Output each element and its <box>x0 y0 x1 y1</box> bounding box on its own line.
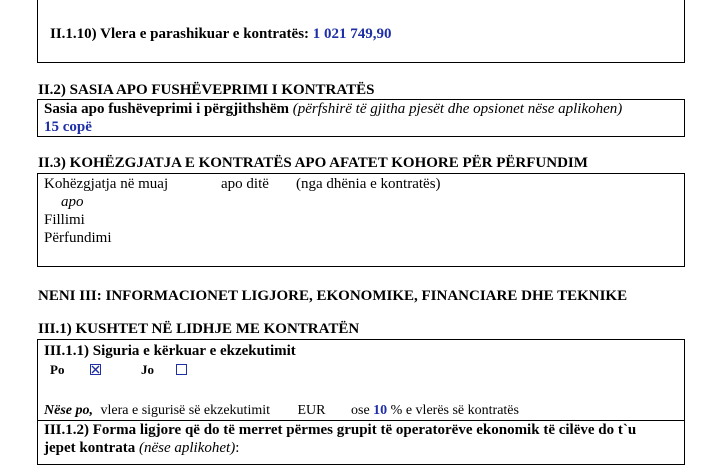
contract-value: 1 021 749,90 <box>312 26 392 42</box>
start-label: Fillimi <box>44 212 85 228</box>
duration-heading: II.3) KOHËZGJATJA E KONTRATËS APO AFATET KOHORE PËR PËRFUNDIM <box>38 155 588 171</box>
guarantee-value-label: vlera e sigurisë së ekzekutimit <box>100 403 270 418</box>
quantity-label-italic: (përfshirë të gjitha pjesët dhe opsionet nëse aplikohen) <box>292 101 623 117</box>
article-iii-heading: NENI III: INFORMACIONET LIGJORE, EKONOMIKE, FINANCIARE DHE TEKNIKE <box>38 288 628 304</box>
jo-label: Jo <box>141 362 154 377</box>
end-label: Përfundimi <box>44 230 112 246</box>
legal-form-awarded-label: jepet kontrata <box>44 440 136 456</box>
quantity-label <box>44 101 622 118</box>
jo-checkbox[interactable] <box>176 364 187 375</box>
guarantee-percent-value: 10 <box>373 403 388 418</box>
percent-suffix: % e vlerës së kontratës <box>390 403 519 418</box>
currency-label: EUR <box>297 403 326 418</box>
contract-value-row <box>50 26 392 43</box>
legal-form-colon: : <box>235 440 240 456</box>
duration-or-label: apo <box>61 194 84 210</box>
contract-value-label: II.1.10) Vlera e parashikuar e kontratës: <box>50 26 310 42</box>
po-checkbox[interactable] <box>90 364 101 375</box>
contract-conditions-heading: III.1) KUSHTET NË LIDHJE ME KONTRATËN <box>38 321 360 337</box>
duration-months-label: Kohëzgjatja në muaj <box>44 176 169 192</box>
duration-days-label: apo ditë <box>221 176 269 192</box>
quantity-box <box>37 99 685 137</box>
checked-x-icon <box>91 365 102 376</box>
quantity-heading: II.2) SASIA APO FUSHËVEPRIMI I KONTRATËS <box>38 82 375 98</box>
duration-from-award-label: (nga dhënia e kontratës) <box>296 176 441 192</box>
if-yes-label: Nëse po, <box>44 403 93 418</box>
legal-form-title-line1: III.1.2) Forma ligjore që do të merret përmes grupit të operatorëve ekonomik të cilëve do t`u <box>44 422 637 438</box>
po-label: Po <box>50 362 65 377</box>
legal-form-if-applicable: (nëse aplikohet) <box>138 440 236 456</box>
guarantee-value-row <box>44 403 519 419</box>
legal-form-title-line2 <box>44 440 239 457</box>
duration-box <box>37 173 685 267</box>
performance-guarantee-box <box>37 339 685 421</box>
or-label: ose <box>351 403 370 418</box>
legal-form-box <box>37 420 685 465</box>
quantity-label-bold: Sasia apo fushëveprimi i përgjithshëm <box>44 101 290 117</box>
performance-guarantee-title: III.1.1) Siguria e kërkuar e ekzekutimit <box>44 343 296 359</box>
quantity-value: 15 copë <box>44 119 92 135</box>
contract-value-box <box>37 0 685 63</box>
